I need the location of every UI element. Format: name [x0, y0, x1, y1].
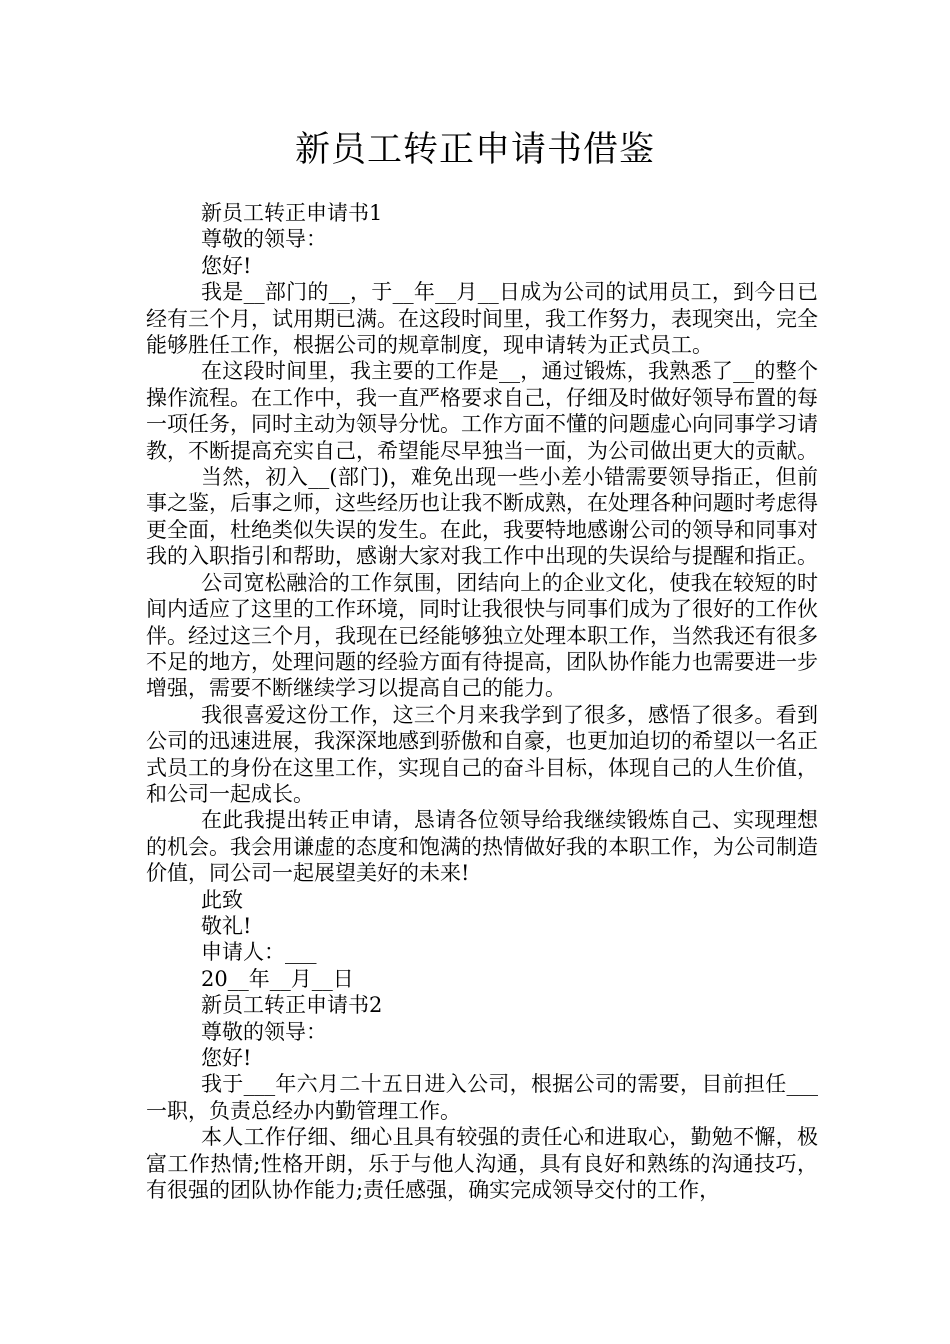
letter1-paragraph-2: 在这段时间里，我主要的工作是__，通过锻炼，我熟悉了__的整个操作流程。在工作中，我一直严格要求自己，仔细及时做好领导布置的每一项任务，同时主动为领导分忧。工作方面不懂的问题虚心向同事学习请教，不断提高充实自己，希望能尽早独当一面，为公司做出更大的贡献。	[146, 359, 818, 463]
letter2-paragraph-1: 我于___年六月二十五日进入公司，根据公司的需要，目前担任___一职，负责总经办内勤管理工作。	[146, 1072, 818, 1123]
letter1-closing-1: 此致	[201, 887, 243, 912]
letter1-closing-2: 敬礼!	[201, 913, 252, 938]
letter2-heading: 新员工转正申请书2	[201, 993, 383, 1018]
letter1-applicant: 申请人：___	[201, 940, 317, 965]
letter1-paragraph-1: 我是__部门的__，于__年__月__日成为公司的试用员工，到今日已经有三个月，试用期已满。在这段时间里，我工作努力，表现突出，完全能够胜任工作，根据公司的规章制度，现申请转为正式员工。	[146, 280, 818, 358]
letter1-paragraph-6: 在此我提出转正申请，恳请各位领导给我继续锻炼自己、实现理想的机会。我会用谦虚的态度和饱满的热情做好我的本职工作，为公司制造价值，同公司一起展望美好的未来!	[146, 808, 818, 886]
document-body	[146, 200, 818, 1203]
letter1-paragraph-3: 当然，初入__(部门)，难免出现一些小差小错需要领导指正，但前事之鉴，后事之师，这些经历也让我不断成熟，在处理各种问题时考虑得更全面，杜绝类似失误的发生。在此，我要特地感谢公司的领导和同事对我的入职指引和帮助，感谢大家对我工作中出现的失误给与提醒和指正。	[146, 465, 818, 569]
letter2-greeting: 您好!	[201, 1046, 252, 1070]
letter2-salutation: 尊敬的领导：	[201, 1019, 327, 1044]
letter1-heading: 新员工转正申请书1	[201, 201, 383, 225]
letter1-date: 20__年__月__日	[201, 966, 354, 991]
letter2-paragraph-2: 本人工作仔细、细心且具有较强的责任心和进取心，勤勉不懈，极富工作热情;性格开朗，乐于与他人沟通，具有良好和熟练的沟通技巧，有很强的团队协作能力;责任感强，确实完成领导交付的工作，	[146, 1125, 818, 1203]
page-title: 新员工转正申请书借鉴	[294, 130, 655, 170]
letter1-paragraph-4: 公司宽松融洽的工作氛围，团结向上的企业文化，使我在较短的时间内适应了这里的工作环境，同时让我很快与同事们成为了很好的工作伙伴。经过这三个月，我现在已经能够独立处理本职工作，当然我还有很多不足的地方，处理问题的经验方面有待提高，团队协作能力也需要进一步增强，需要不断继续学习以提高自己的能力。	[146, 570, 818, 701]
letter1-paragraph-5: 我很喜爱这份工作，这三个月来我学到了很多，感悟了很多。看到公司的迅速进展，我深深地感到骄傲和自豪，也更加迫切的希望以一名正式员工的身份在这里工作，实现自己的奋斗目标，体现自己的人生价值，和公司一起成长。	[146, 702, 818, 806]
letter1-greeting: 您好!	[201, 253, 252, 278]
letter1-salutation: 尊敬的领导：	[201, 227, 327, 252]
